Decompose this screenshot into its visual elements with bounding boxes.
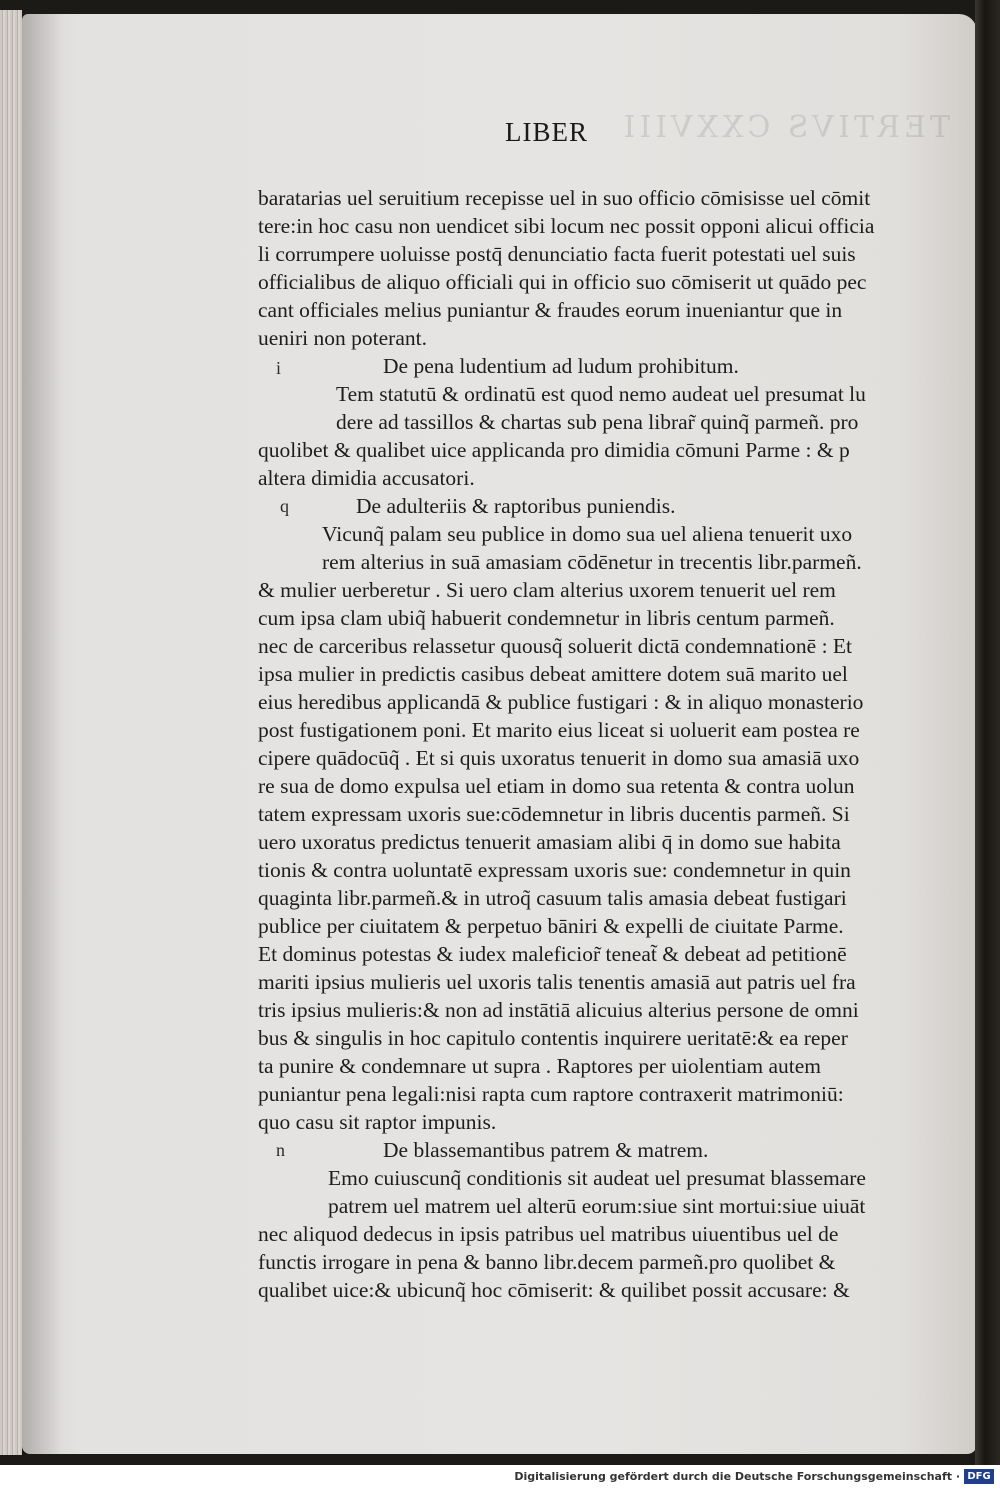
text-line: Tem statutū & ordinatū est quod nemo audeat uel presumat lu <box>336 382 866 406</box>
text-line: puniantur pena legali:nisi rapta cum raptore contraxerit matrimoniū: <box>258 1082 844 1106</box>
guide-letter: i <box>276 358 282 378</box>
text-line: qualibet uice:& ubicunq̃ hoc cōmiserit: & quilibet possit accusare: & <box>258 1278 850 1302</box>
text-line: cum ipsa clam ubiq̃ habuerit condemnetur in libris centum parmeñ. <box>258 606 835 630</box>
text-line: nec aliquod dedecus in ipsis patribus uel matribus uiuentibus uel de <box>258 1222 839 1246</box>
running-head: LIBER <box>505 117 588 147</box>
text-line: Vicunq̃ palam seu publice in domo sua uel aliena tenuerit uxo <box>322 522 853 546</box>
text-line: officialibus de aliquo officiali qui in officio suo cōmiserit ut quādo pec <box>258 270 867 294</box>
text-line: dere ad tassillos & chartas sub pena librar̃ quinq̃ parmeñ. pro <box>336 410 859 434</box>
text-line: cant officiales melius puniantur & fraudes eorum inueniantur que in <box>258 298 843 322</box>
text-line: quo casu sit raptor impunis. <box>258 1110 497 1134</box>
section-heading: De adulteriis & raptoribus puniendis. <box>356 494 676 518</box>
text-line: cipere quādocūq̃ . Et si quis uxoratus tenuerit in domo sua amasiā uxo <box>258 746 860 770</box>
text-line: tere:in hoc casu non uendicet sibi locum nec possit opponi alicui officia <box>258 214 875 238</box>
text-line: & mulier uerberetur . Si uero clam alterius uxorem tenuerit uel rem <box>258 578 836 602</box>
guide-letter: n <box>276 1140 285 1160</box>
text-line: baratarias uel seruitium recepisse uel in suo officio cōmisisse uel cōmit <box>258 186 871 210</box>
text-line: li corrumpere uoluisse postq̄ denunciatio facta fuerit potestati uel suis <box>258 242 856 266</box>
section-heading: De blassemantibus patrem & matrem. <box>383 1138 709 1162</box>
text-line: quolibet & qualibet uice applicanda pro dimidia cōmuni Parme : & p <box>258 438 850 462</box>
text-line: rem alterius in suā amasiam cōdēnetur in trecentis libr.parmeñ. <box>322 550 862 574</box>
text-line: Emo cuiuscunq̃ conditionis sit audeat uel presumat blassemare <box>328 1166 866 1190</box>
text-line: quaginta libr.parmeñ.& in utroq̃ casuum talis amasia debeat fustigari <box>258 886 847 910</box>
text-line: publice per ciuitatem & perpetuo bāniri & expelli de ciuitate Parme. <box>258 914 844 938</box>
text-line: uero uxoratus predictus tenuerit amasiam alibi q̄ in domo sue habita <box>258 830 841 854</box>
show-through-text: TERTIVS CXXVIII <box>619 110 950 145</box>
text-line: bus & singulis in hoc capitulo contentis inquirere ueritatē:& ea reper <box>258 1026 848 1050</box>
text-line: tris ipsius mulieris:& non ad instātiā alicuius alterius persone de omni <box>258 998 859 1022</box>
text-line: re sua de domo expulsa uel etiam in domo sua retenta & contra uolun <box>258 774 855 798</box>
funding-credit: Digitalisierung gefördert durch die Deutsche Forschungsgemeinschaft · <box>514 1470 960 1483</box>
dfg-logo: DFG <box>964 1469 994 1484</box>
footer-banner <box>0 1465 1000 1490</box>
text-line: altera dimidia accusatori. <box>258 466 475 490</box>
text-line: patrem uel matrem uel alterū eorum:siue sint mortui:siue uiuāt <box>328 1194 866 1218</box>
text-line: ipsa mulier in predictis casibus debeat amittere dotem suā marito uel <box>258 662 848 686</box>
section-heading: De pena ludentium ad ludum prohibitum. <box>383 354 739 378</box>
text-line: post fustigationem poni. Et marito eius liceat si uoluerit eam postea re <box>258 718 860 742</box>
text-line: ta punire & condemnare ut supra . Raptores per uiolentiam autem <box>258 1054 821 1078</box>
text-line: tatem expressam uxoris sue:cōdemnetur in libris ducentis parmeñ. Si <box>258 802 850 826</box>
guide-letter: q <box>280 496 289 516</box>
text-line: eius heredibus applicandā & publice fustigari : & in aliquo monasterio <box>258 690 864 714</box>
text-line: mariti ipsius mulieris uel uxoris talis tenentis amasiā aut patris uel fra <box>258 970 856 994</box>
text-line: functis irrogare in pena & banno libr.decem parmeñ.pro quolibet & <box>258 1250 836 1274</box>
text-line: tionis & contra uoluntatē expressam uxoris sue: condemnetur in quin <box>258 858 851 882</box>
text-line: Et dominus potestas & iudex maleficior̃ teneat̃ & debeat ad petitionē <box>258 942 847 966</box>
text-line: ueniri non poterant. <box>258 326 427 350</box>
text-line: nec de carceribus relassetur quousq̃ soluerit dictā condemnationē : Et <box>258 634 853 658</box>
